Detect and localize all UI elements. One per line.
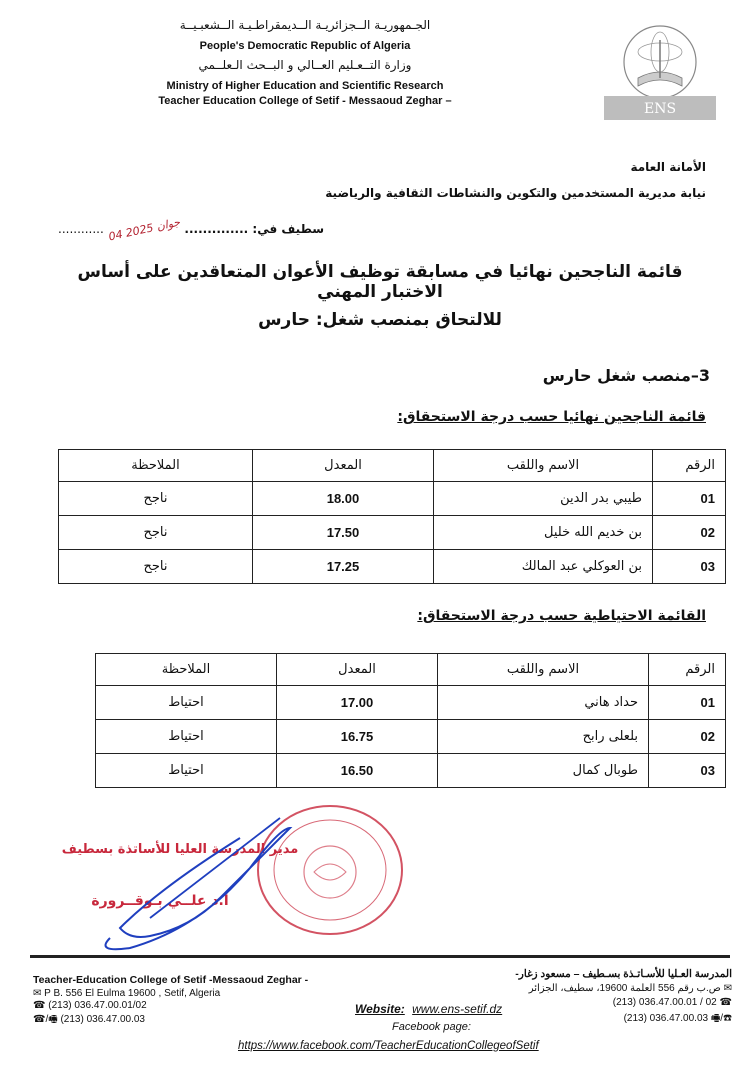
col-num: الرقم [653, 450, 726, 482]
office-line1: الأمانة العامة [630, 160, 706, 174]
mail-icon: ✉ [723, 983, 732, 994]
footer-address-ar: ص.ب رقم 556 العلمة 19600، سطيف، الجزائر [528, 983, 721, 994]
footer-fax-en: (213) 036.47.00.03 [60, 1014, 145, 1025]
row-name: طيبي بدر الدين [434, 482, 653, 516]
republic-en: People's Democratic Republic of Algeria [199, 40, 411, 52]
school-logo [600, 22, 720, 122]
fax-icon: ☎/🖷 [33, 1014, 58, 1025]
row-note: احتياط [96, 720, 277, 754]
table-header-row [96, 654, 726, 686]
row-num: 02 [653, 516, 726, 550]
col-avg: المعدل [277, 654, 438, 686]
handwritten-date: 04 جوان 2025 [107, 215, 181, 244]
table-row [59, 550, 726, 584]
website-row [355, 1002, 502, 1016]
footer-tel-ar-row [613, 997, 732, 1008]
footer-fax-en-row [33, 1012, 145, 1029]
reserve-list-label: القائمة الاحتياطية حسب درجة الاستحقاق: [417, 608, 706, 624]
table-header-row [59, 450, 726, 482]
mail-icon: ✉ [33, 988, 42, 999]
ministry-ar: وزارة التــعـليم العــالي و البــحث الـعلــمي [198, 58, 412, 72]
col-num: الرقم [649, 654, 726, 686]
phone-icon: ☎ [33, 1000, 46, 1011]
row-avg: 17.50 [253, 516, 434, 550]
footer-address-en-row [33, 988, 220, 999]
row-note: ناجح [59, 550, 253, 584]
row-avg: 17.00 [277, 686, 438, 720]
section-heading: 3–منصب شغل حارس [542, 366, 710, 385]
website-label: Website: [355, 1002, 405, 1016]
table-row [96, 720, 726, 754]
row-num: 02 [649, 720, 726, 754]
row-avg: 16.50 [277, 754, 438, 788]
college-en: Teacher Education College of Setif - Messaoud Zeghar – [158, 95, 452, 107]
dateline [58, 215, 325, 244]
table-row [59, 482, 726, 516]
page-title-line1: قائمة الناجحين نهائيا في مسابقة توظيف الأعوان المتعاقدين على أساس الاختبار المهني [77, 262, 683, 302]
footer-college-ar: المدرسة العـليا للأسـاتـذة بسـطيف – مسعود زغار- [515, 968, 732, 980]
facebook-label: Facebook page: [392, 1021, 471, 1033]
dateline-dots: ............ [58, 222, 104, 236]
row-num: 03 [653, 550, 726, 584]
col-name: الاسم واللقب [438, 654, 649, 686]
col-note: الملاحظة [96, 654, 277, 686]
row-note: احتياط [96, 686, 277, 720]
row-note: ناجح [59, 516, 253, 550]
row-name: بن العوكلي عبد المالك [434, 550, 653, 584]
footer-fax-ar-row [624, 1011, 732, 1028]
row-num: 01 [649, 686, 726, 720]
footer-divider [30, 955, 730, 958]
final-results-table [58, 449, 726, 584]
handwritten-signature [90, 808, 330, 962]
row-name: بلعلى رابح [438, 720, 649, 754]
table-row [96, 754, 726, 788]
footer-tel-en-row [33, 1000, 147, 1011]
republic-ar: الجـمهوريـة الــجزائريـة الــديمقراطـيـة الــشعبـيــة [179, 18, 431, 32]
footer-college-en: Teacher-Education College of Setif -Messaoud Zeghar - [33, 974, 309, 986]
row-avg: 17.25 [253, 550, 434, 584]
final-list-label: قائمة الناجحين نهائيا حسب درجة الاستحقاق: [397, 409, 706, 425]
row-name: طوبال كمال [438, 754, 649, 788]
dateline-label: سطيف في: .............. [184, 222, 325, 236]
table-row [59, 516, 726, 550]
footer-address-ar-row [529, 983, 732, 994]
row-name: حداد هاني [438, 686, 649, 720]
row-name: بن خديم الله خليل [434, 516, 653, 550]
footer-fax-ar: (213) 036.47.00.03 [623, 1013, 709, 1024]
row-num: 03 [649, 754, 726, 788]
row-note: احتياط [96, 754, 277, 788]
col-note: الملاحظة [59, 450, 253, 482]
footer-tel-ar: (213) 036.47.00.01 / 02 [612, 997, 717, 1008]
row-avg: 18.00 [253, 482, 434, 516]
reserve-results-table [95, 653, 726, 788]
office-line2: نيابة مديرية المستخدمين والتكوين والنشاطات الثقافية والرياضية [325, 186, 706, 200]
col-name: الاسم واللقب [434, 450, 653, 482]
fax-icon: 🖷/☎ [710, 1013, 732, 1024]
footer-address-en: P B. 556 El Eulma 19600 , Setif, Algeria [44, 988, 221, 999]
row-avg: 16.75 [277, 720, 438, 754]
page-title-line2: للالتحاق بمنصب شغل: حارس [258, 310, 502, 330]
signatory-title: مدير المدرسة العليا للأساتذة بسطيف [61, 842, 299, 857]
col-avg: المعدل [253, 450, 434, 482]
facebook-link[interactable]: https://www.facebook.com/TeacherEducationCollegeofSetif [238, 1040, 539, 1052]
logo-banner: ENS [643, 101, 677, 117]
row-note: ناجح [59, 482, 253, 516]
signatory-name: أ.د علــي بـوقــرورة [91, 893, 229, 909]
website-link[interactable]: www.ens-setif.dz [412, 1002, 503, 1016]
ministry-en: Ministry of Higher Education and Scientific Research [166, 80, 444, 92]
table-row [96, 686, 726, 720]
phone-icon: ☎ [719, 997, 732, 1008]
footer-tel-en: (213) 036.47.00.01/02 [48, 1000, 147, 1011]
row-num: 01 [653, 482, 726, 516]
